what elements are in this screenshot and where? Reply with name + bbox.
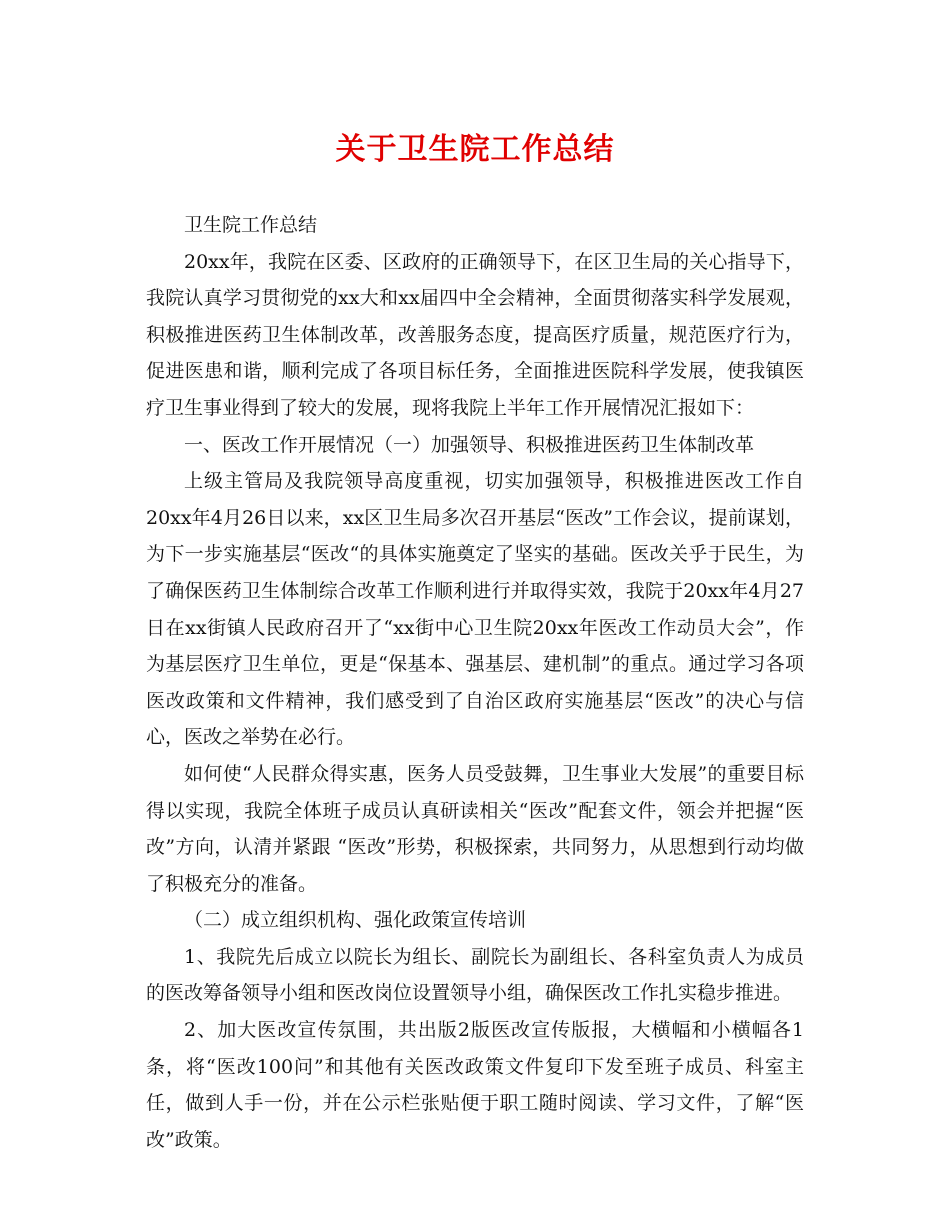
section-heading-1: 一、医改工作开展情况（一）加强领导、积极推进医药卫生体制改革 bbox=[184, 433, 755, 456]
document-body bbox=[146, 207, 804, 1158]
paragraph-goals: 如何使“人民群众得实惠，医务人员受鼓舞，卫生事业大发展”的重要目标得以实现，我院全体班子成员认真研读相关“医改”配套文件，领会并把握“医改”方向，认清并紧跟 “医改”形势，积极探索，共同努力，从思想到行动均做了积极充分的准备。 bbox=[146, 762, 804, 895]
paragraph-item-2: 2、加大医改宣传氛围，共出版2版医改宣传版报，大横幅和小横幅各1条，将“医改100问”和其他有关医改政策文件复印下发至班子成员、科室主任，做到人手一份，并在公示栏张贴便于职工随时阅读、学习文件，了解“医改”政策。 bbox=[146, 1019, 804, 1151]
paragraph-intro: 20xx年，我院在区委、区政府的正确领导下，在区卫生局的关心指导下， 我院认真学习贯彻党的xx大和xx届四中全会精神，全面贯彻落实科学发展观，积极推进医药卫生体制改革，改善服务态度，提高医疗质量，规范医疗行为，促进医患和谐，顺利完成了各项目标任务，全面推进医院科学发展，使我镇医疗卫生事业得到了较大的发展，现将我院上半年工作开展情况汇报如下： bbox=[146, 250, 804, 419]
paragraph-item-1: 1、我院先后成立以院长为组长、副院长为副组长、各科室负责人为成员的医改筹备领导小组和医改岗位设置领导小组，确保医改工作扎实稳步推进。 bbox=[146, 945, 804, 1005]
section-heading-2: （二）成立组织机构、强化政策宣传培训 bbox=[184, 909, 527, 932]
document-title: 关于卫生院工作总结 bbox=[335, 132, 615, 167]
paragraph-subtitle: 卫生院工作总结 bbox=[184, 214, 318, 236]
paragraph-leadership: 上级主管局及我院领导高度重视，切实加强领导，积极推进医改工作自20xx年4月26日以来，xx区卫生局多次召开基层“医改”工作会议，提前谋划，为下一步实施基层“医改“的具体实施奠定了坚实的基础。医改关乎于民生，为了确保医药卫生体制综合改革工作顺利进行并取得实效，我院于20xx年4月27日在xx街镇人民政府召开了“xx街中心卫生院20xx年医改工作动员大会”，作为基层医疗卫生单位，更是“保基本、强基层、建机制”的重点。通过学习各项医改政策和文件精神，我们感受到了自治区政府实施基层“医改”的决心与信心，医改之举势在必行。 bbox=[146, 470, 804, 749]
